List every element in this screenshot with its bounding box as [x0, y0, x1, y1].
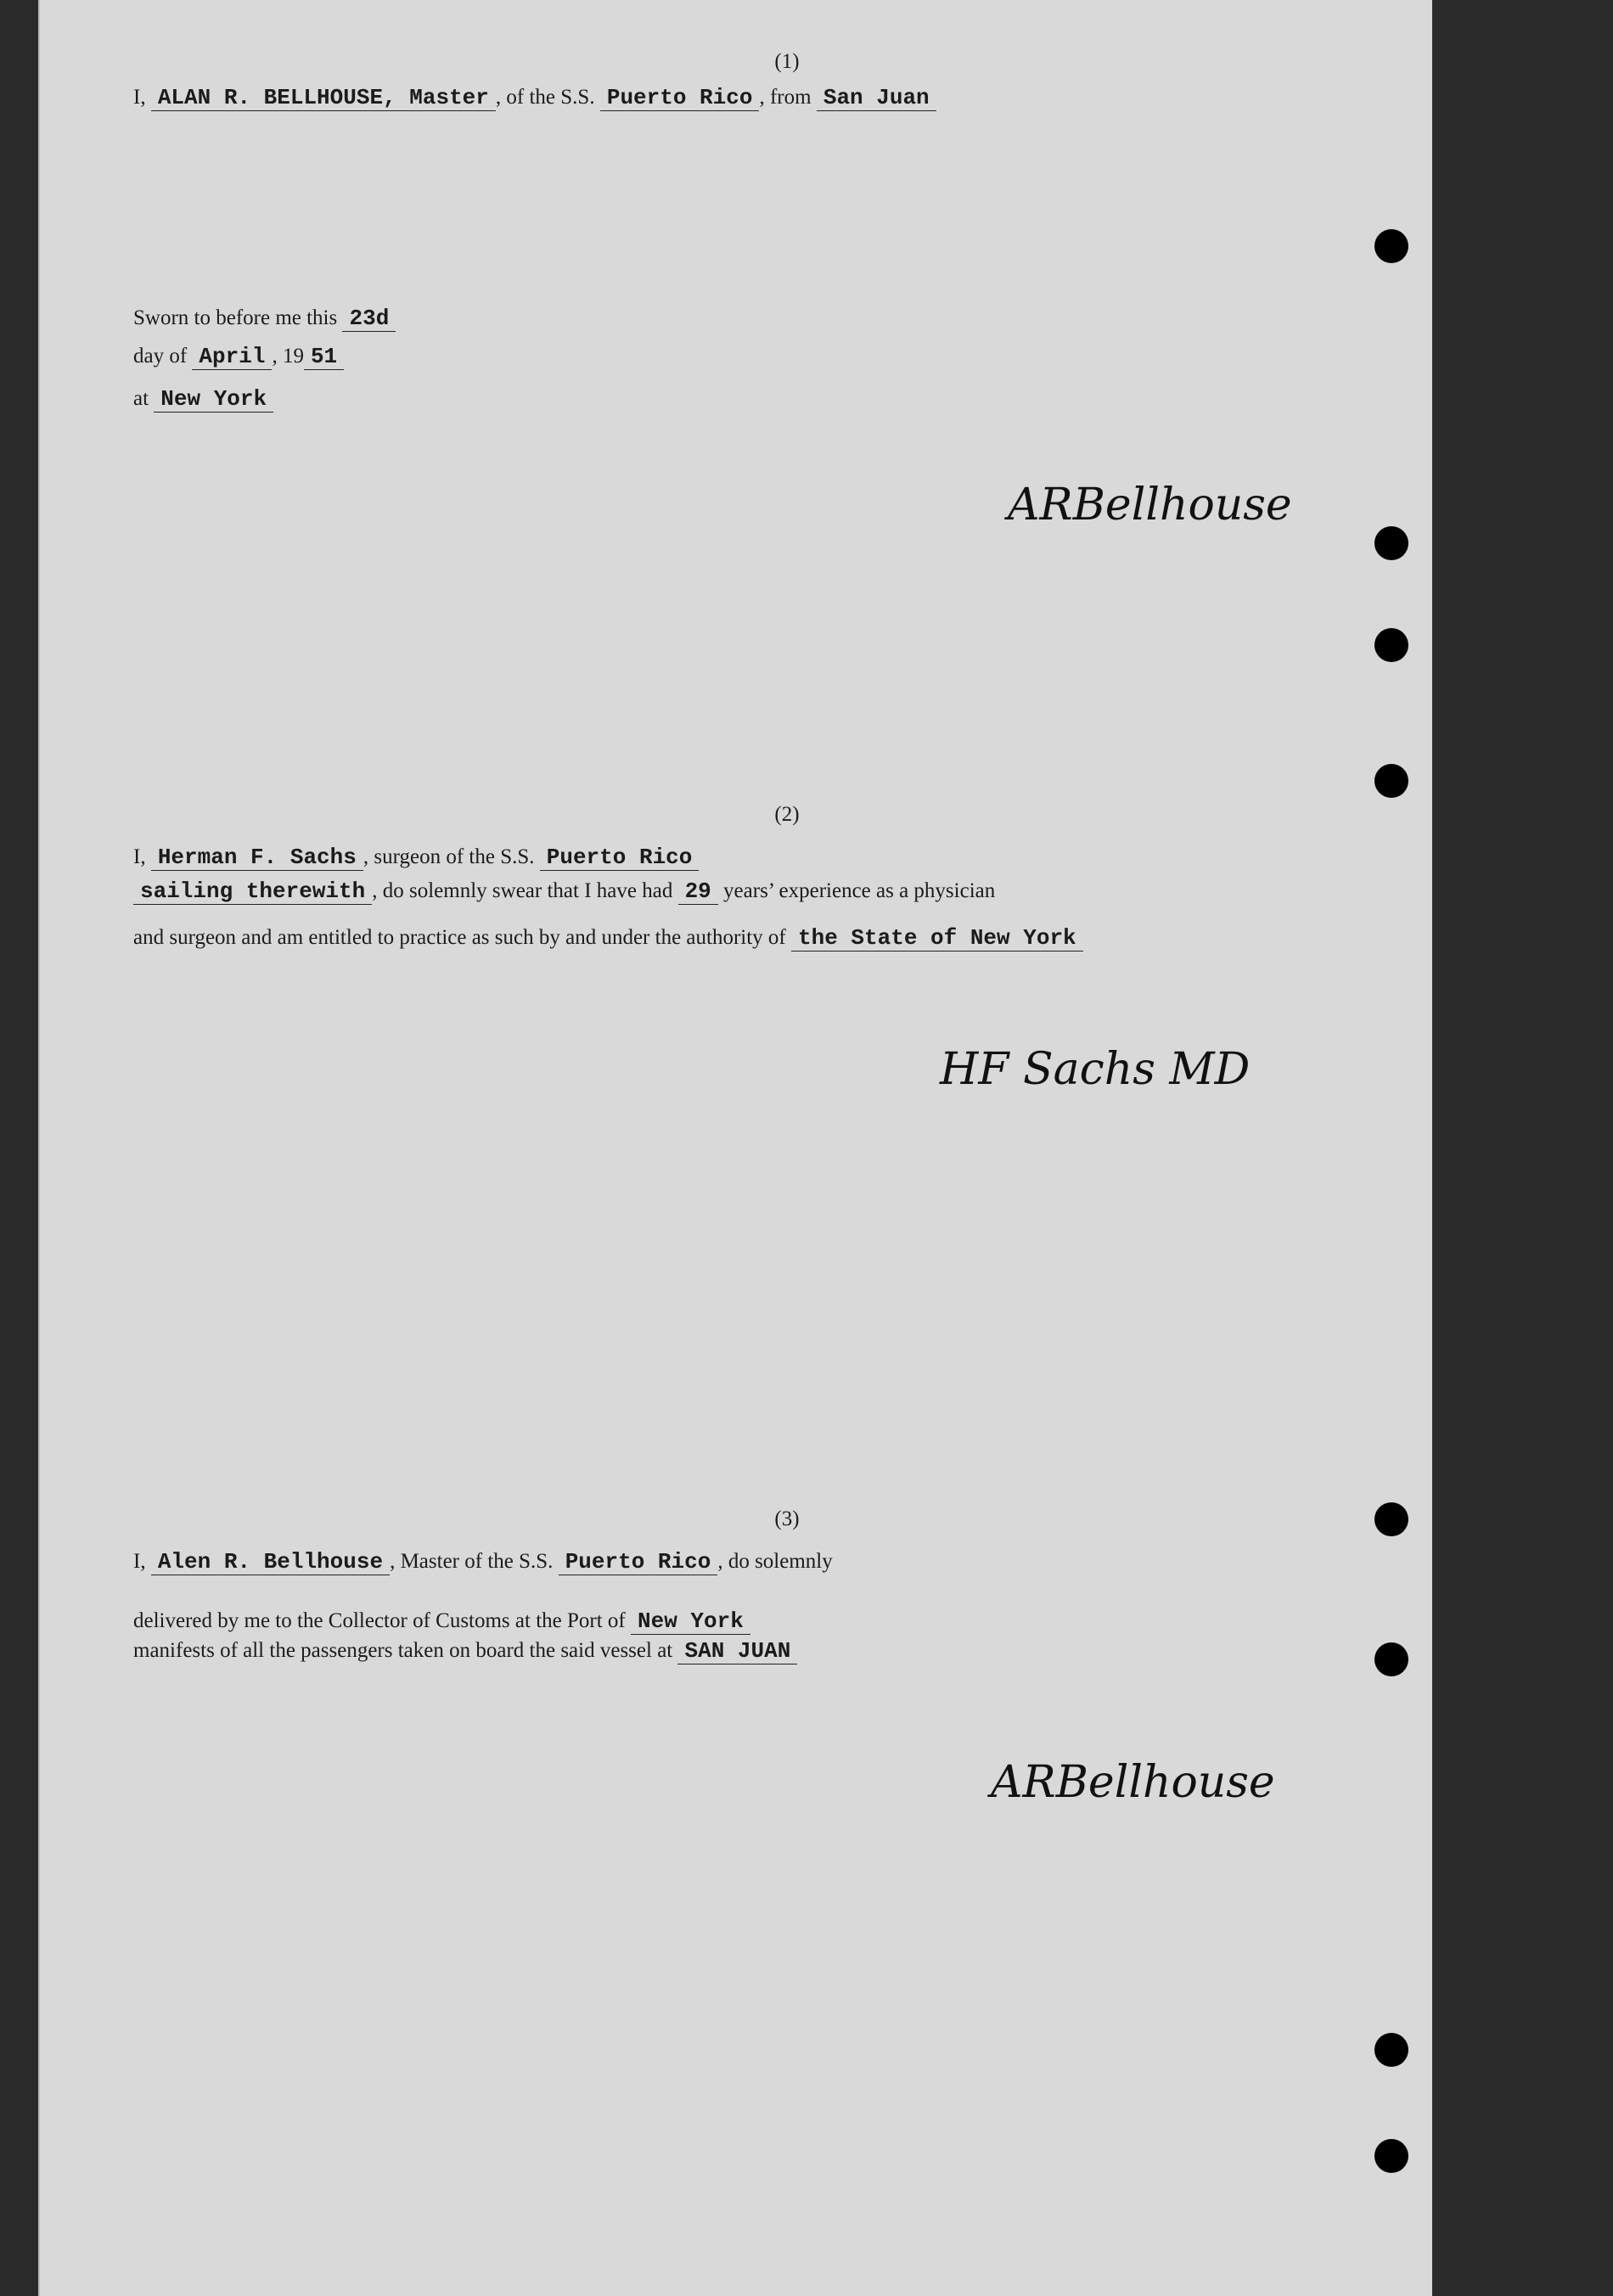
s1-place: at New York [133, 386, 1441, 413]
surgeon-signature: HF Sachs MD [940, 1044, 1250, 1095]
punch-hole-4 [1374, 764, 1408, 798]
section-3-number: (3) [774, 1507, 800, 1530]
punch-hole-5 [1374, 1502, 1408, 1536]
punch-hole-8 [1374, 2139, 1408, 2173]
punch-hole-2 [1374, 526, 1408, 560]
from-port-line: manifests of all the passengers taken on board the said vessel at SAN JUAN [133, 1638, 1441, 1664]
port-line: delivered by me to the Collector of Customs at the Port of New York [133, 1608, 1441, 1635]
surgeon-mode: sailing therewith , do solemnly swear that I have had 29 years’ experience as a physician [133, 879, 1441, 905]
punch-hole-3 [1374, 628, 1408, 662]
master-signature: ARBellhouse [1008, 480, 1292, 530]
section-1-number: (1) [774, 50, 800, 73]
surgeon-authority: and surgeon and am entitled to practice as such by and under the authority of the State of New York [133, 925, 1441, 952]
punch-hole-6 [1374, 1642, 1408, 1676]
section-2-number: (2) [774, 803, 800, 826]
s1-sworn: Sworn to before me this 23d [133, 306, 1441, 332]
master-signature-3: ARBellhouse [991, 1757, 1275, 1808]
document-page [38, 0, 1432, 2296]
punch-hole-1 [1374, 229, 1408, 263]
master-line-3: I, Alen R. Bellhouse , Master of the S.S. Puerto Rico , do solemnly [133, 1549, 833, 1575]
surgeon-line: I, Herman F. Sachs , surgeon of the S.S. Puerto Rico [133, 845, 1441, 871]
s1-date: day of April , 19 51 [133, 344, 1441, 370]
punch-hole-7 [1374, 2033, 1408, 2067]
master-line: I, ALAN R. BELLHOUSE, Master , of the S.S. Puerto Rico , from San Juan [133, 85, 1441, 111]
